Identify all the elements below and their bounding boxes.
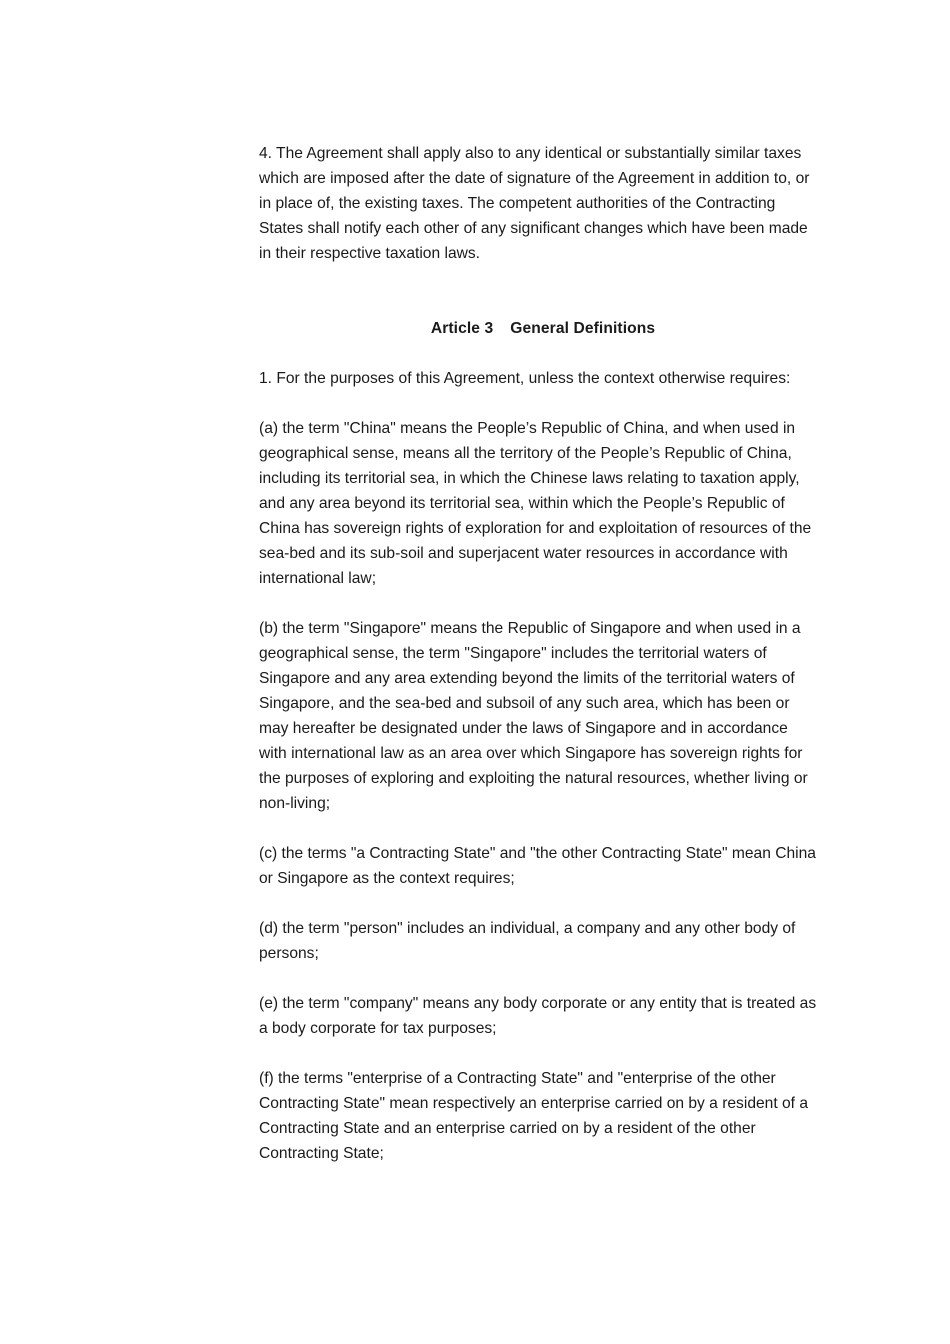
- paragraph-1: 1. For the purposes of this Agreement, unless the context otherwise requires:: [259, 370, 791, 387]
- article-title: General Definitions: [510, 320, 656, 337]
- paragraph-4: 4. The Agreement shall apply also to any identical or substantially similar taxes which are imposed after the date of signature of the Agreement in addition to, or in place of, the existing taxes. The competent authorities of the Contracting States shall notify each other of any significant changes which have been made in their respective taxation laws.: [259, 145, 810, 262]
- article-heading: [259, 316, 819, 341]
- clause-f: (f) the terms "enterprise of a Contracting State" and "enterprise of the other Contracting State" mean respectively an enterprise carried on by a resident of a Contracting State and an enterprise carried on by a resident of the other Contracting State;: [259, 1070, 809, 1162]
- article-number: Article 3: [430, 320, 494, 337]
- clause-b: (b) the term "Singapore" means the Republic of Singapore and when used in a geographical sense, the term "Singapore" includes the territorial waters of Singapore and any area extending beyond the limits of the territorial waters of Singapore, and the sea-bed and subsoil of any such area, which has been or may hereafter be designated under the laws of Singapore and in accordance with international law as an area over which Singapore has sovereign rights for the purposes of exploring and exploiting the natural resources, whether living or non-living;: [259, 620, 808, 812]
- clause-e: (e) the term "company" means any body corporate or any entity that is treated as a body corporate for tax purposes;: [259, 995, 817, 1037]
- clause-a: (a) the term "China" means the People’s Republic of China, and when used in geographical sense, means all the territory of the People’s Republic of China, including its territorial sea, in which the Chinese laws relating to taxation apply, and any area beyond its territorial sea, within which the People’s Republic of China has sovereign rights of exploration for and exploitation of resources of the sea-bed and its sub-soil and superjacent water resources in accordance with international law;: [259, 420, 812, 587]
- clause-d: (d) the term "person" includes an individual, a company and any other body of persons;: [259, 920, 796, 962]
- document-page: [259, 141, 819, 1191]
- clause-c: (c) the terms "a Contracting State" and "the other Contracting State" mean China or Singapore as the context requires;: [259, 845, 816, 887]
